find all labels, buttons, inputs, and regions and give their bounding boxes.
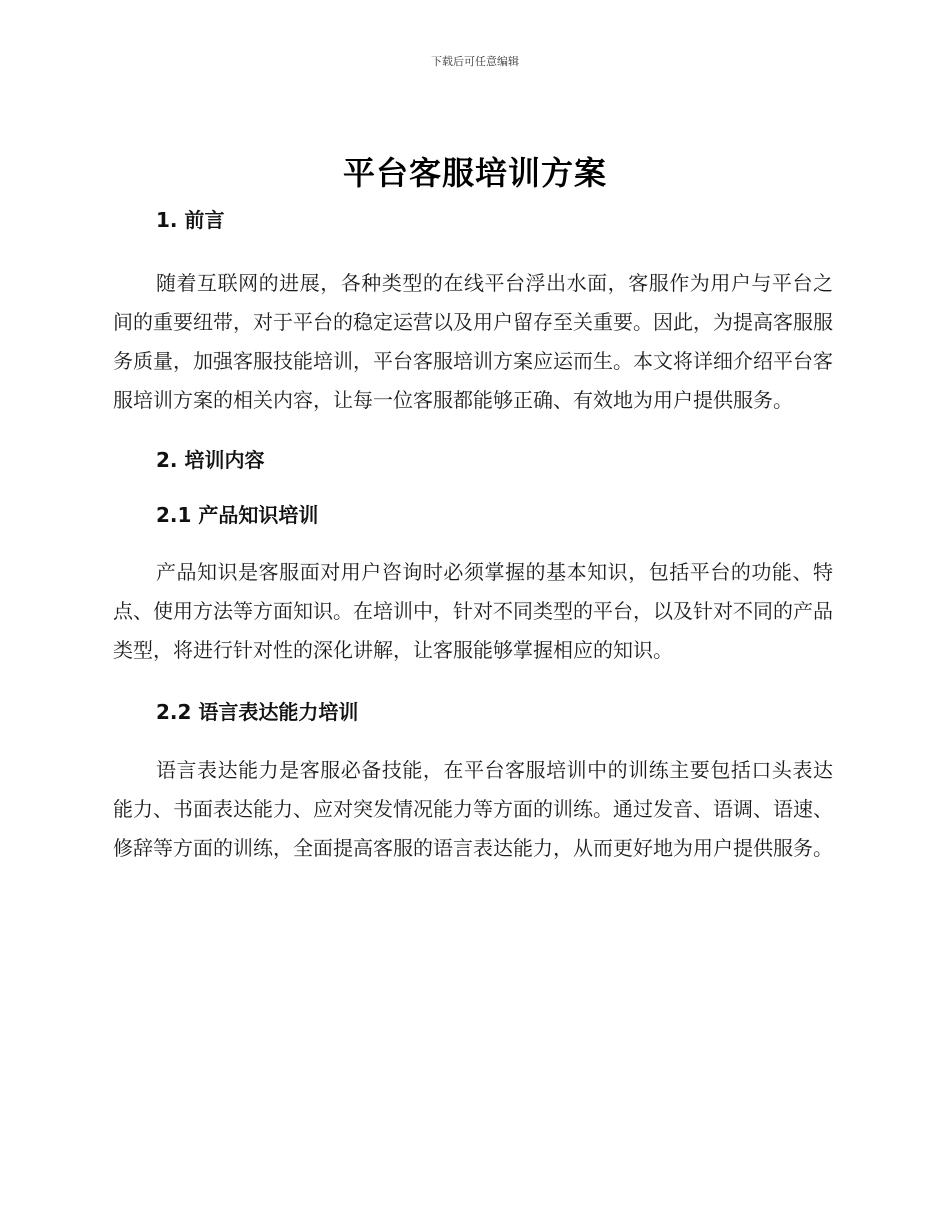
subsection-heading-language: 2.2 语言表达能力培训 [156, 700, 359, 724]
paragraph-language: 语言表达能力是客服必备技能，在平台客服培训中的训练主要包括口头表达能力、书面表达能力、应对突发情况能力等方面的训练。通过发音、语调、语速、修辞等方面的训练，全面提高客服的语言表达能力，从而更好地为用户提供服务。 [113, 758, 833, 860]
section-heading-intro: 1. 前言 [156, 208, 225, 232]
page-header-note: 下载后可任意编辑 [431, 55, 519, 68]
section-heading-training: 2. 培训内容 [156, 448, 265, 472]
paragraph-intro: 随着互联网的进展，各种类型的在线平台浮出水面，客服作为用户与平台之间的重要纽带，对于平台的稳定运营以及用户留存至关重要。因此，为提高客服服务质量，加强客服技能培训，平台客服培训方案应运而生。本文将详细介绍平台客服培训方案的相关内容，让每一位客服都能够正确、有效地为用户提供服务。 [113, 271, 833, 412]
document-title: 平台客服培训方案 [342, 154, 607, 192]
subsection-heading-product: 2.1 产品知识培训 [156, 503, 319, 527]
document-body [113, 205, 833, 868]
paragraph-product: 产品知识是客服面对用户咨询时必须掌握的基本知识，包括平台的功能、特点、使用方法等方面知识。在培训中，针对不同类型的平台，以及针对不同的产品类型，将进行针对性的深化讲解，让客服能够掌握相应的知识。 [113, 560, 833, 662]
